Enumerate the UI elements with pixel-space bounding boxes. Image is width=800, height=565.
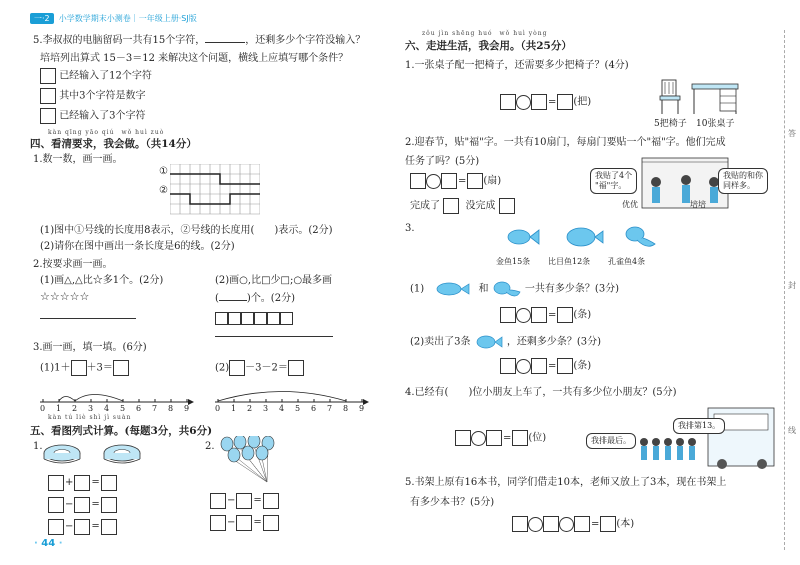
goldfish-icon: [492, 280, 522, 298]
q2-squares: [215, 308, 293, 327]
speech-bubble-13th: 我排第13。: [673, 418, 725, 434]
q1-line2: (2)请你在图中画出一条长度是6的线。(2分): [40, 241, 235, 252]
q3-title: 3.画一画，填一填。(6分): [33, 342, 147, 353]
sec5-num-1: 1.: [33, 441, 43, 452]
grid-figure[interactable]: [170, 164, 260, 216]
name-peipei: 培培: [690, 200, 706, 209]
r-q3-a: (1) 和 一共有多少条？(3分): [410, 280, 619, 298]
q1-title: 1.数一数，画一画。: [33, 154, 123, 165]
desk-picture: [690, 80, 740, 118]
checkbox[interactable]: [40, 108, 56, 124]
sec6-pinyin: zǒu jìn shēng huó wǒ huì yòng: [422, 30, 548, 37]
r-q3-b: (2)卖出了3条 ，还剩多少条？(3分): [410, 334, 601, 350]
tables-caption: 10张桌子: [696, 119, 735, 129]
checkbox[interactable]: [40, 68, 56, 84]
sec5-2-row2: − =: [210, 512, 279, 531]
binding-line: [784, 30, 785, 550]
answer-box[interactable]: [113, 360, 129, 376]
q2-a: (1)画△,△比☆多1个。(2分): [40, 275, 164, 286]
q5-option-2[interactable]: 其中3个字符是数字: [40, 88, 146, 104]
r-q2-title: 2.迎春节，贴"福"字。一共有10扇门，每扇门要贴一个"福"字。他们完成: [405, 137, 726, 148]
marker-2: ②: [159, 185, 168, 196]
header-title: 小学数学期末小测卷｜一年级上册·SJ版: [58, 14, 197, 23]
balloons-picture: [212, 436, 292, 486]
fish-caption-3: 孔雀鱼4条: [608, 257, 646, 266]
name-youyou: 优优: [622, 200, 638, 209]
r-q2-equation: = (扇): [410, 173, 501, 189]
header-badge: 一·2: [30, 13, 54, 24]
r-q5-title2: 有多少本书？(5分): [410, 497, 495, 508]
fish-caption-2: 比目鱼12条: [548, 257, 591, 266]
r-q2-title2: 任务了吗？(5分): [405, 156, 480, 167]
sec5-1-row2: − =: [48, 494, 117, 513]
chairs-caption: 5把椅子: [654, 119, 687, 129]
q3-b-equation: (2) －3－2＝: [215, 360, 304, 376]
number-line-b-ticks: 0 1 2 3 4 5 6 7 8 9: [215, 404, 365, 413]
r-q3-a-equation: = (条): [500, 307, 591, 323]
header: [30, 6, 197, 25]
sec5-1-row3: − =: [48, 516, 117, 535]
chair-picture: [656, 78, 686, 118]
tires-picture: [40, 440, 150, 470]
marker-1: ①: [159, 166, 168, 177]
fish-icon: [474, 334, 504, 350]
r-q1-equation: = (把): [500, 94, 591, 110]
sec5-pinyin: kàn tú liè shì jì suàn: [48, 414, 132, 421]
answer-box[interactable]: [229, 360, 245, 376]
sec5-num-2: 2.: [205, 441, 215, 452]
fish-picture: [505, 222, 665, 252]
r-q4-title: 4.已经有( )位小朋友上车了，一共有多少位小朋友？(5分): [405, 387, 677, 398]
q5-blank[interactable]: [205, 32, 245, 43]
done-checkbox[interactable]: [443, 198, 459, 214]
q3-a-equation: (1)1＋ ＋3＝: [40, 360, 129, 376]
q2-b-answer-line[interactable]: [215, 336, 333, 337]
right-page: [400, 0, 800, 565]
fish-icon: [427, 281, 475, 297]
checkbox[interactable]: [40, 88, 56, 104]
sec5-title: 五、看图列式计算。(每题3分，共6分): [30, 425, 213, 437]
q2-stars: ☆☆☆☆☆: [40, 290, 90, 303]
r-q4-equation: = (位): [455, 430, 546, 446]
doors-picture: [638, 154, 730, 209]
q2-b2-wrap: ( )个。(2分): [215, 290, 295, 305]
side-label-3: 线: [788, 426, 796, 435]
sec4-title: 四、看清要求，我会做。（共14分）: [30, 138, 197, 150]
speech-bubble-last: 我排最后。: [586, 433, 636, 449]
answer-box[interactable]: [71, 360, 87, 376]
r-q1-title: 1.一张桌子配一把椅子，还需要多少把椅子？(4分): [405, 60, 629, 71]
q2-b: (2)画○,比□少□;○最多画: [215, 275, 333, 286]
q1-line1: (1)图中①号线的长度用8表示，②号线的长度用( )表示。(2分): [40, 225, 333, 236]
r-q2-choice: 完成了 没完成: [410, 198, 515, 214]
answer-box[interactable]: [288, 360, 304, 376]
r-q5-title: 5.书架上原有16本书，同学们借走10本，老师又放上了3本，现在书架上: [405, 477, 727, 488]
q2-title: 2.按要求画一画。: [33, 259, 113, 270]
q5-text: 5.李叔叔的电脑留码一共有15个字符， ，还剩多少个字符没输入？: [33, 32, 365, 47]
r-q5-equation: = (本): [512, 516, 634, 532]
fish-caption-1: 金鱼15条: [496, 257, 531, 266]
sec4-pinyin: kàn qīng yāo qiú wǒ huì zuò: [48, 129, 165, 136]
side-label-2: 封: [788, 281, 796, 290]
side-label-1: 答: [788, 129, 796, 138]
page-number: · 44 ·: [34, 538, 63, 549]
sec5-2-row1: − =: [210, 490, 279, 509]
r-q3-title: 3.: [405, 223, 415, 234]
q5-option-3[interactable]: 已经输入了3个字符: [40, 108, 146, 124]
speech-bubble-youyou: 我贴了4个 "福"字。: [590, 168, 637, 194]
q2-a-answer-line[interactable]: [40, 318, 136, 319]
q5-option-1[interactable]: 已经输入了12个字符: [40, 68, 152, 84]
q5-text2: 培培列出算式 15－3＝12 来解决这个问题，横线上应填写哪个条件？: [40, 53, 349, 64]
notdone-checkbox[interactable]: [499, 198, 515, 214]
speech-bubble-peipei: 我贴的和你 同样多。: [718, 168, 768, 194]
number-line-a-ticks: 0 1 2 3 4 5 6 7 8 9: [40, 404, 190, 413]
sec5-1-row1: + =: [48, 472, 117, 491]
sec6-title: 六、走进生活，我会用。（共25分）: [405, 40, 572, 52]
r-q3-b-equation: = (条): [500, 358, 591, 374]
